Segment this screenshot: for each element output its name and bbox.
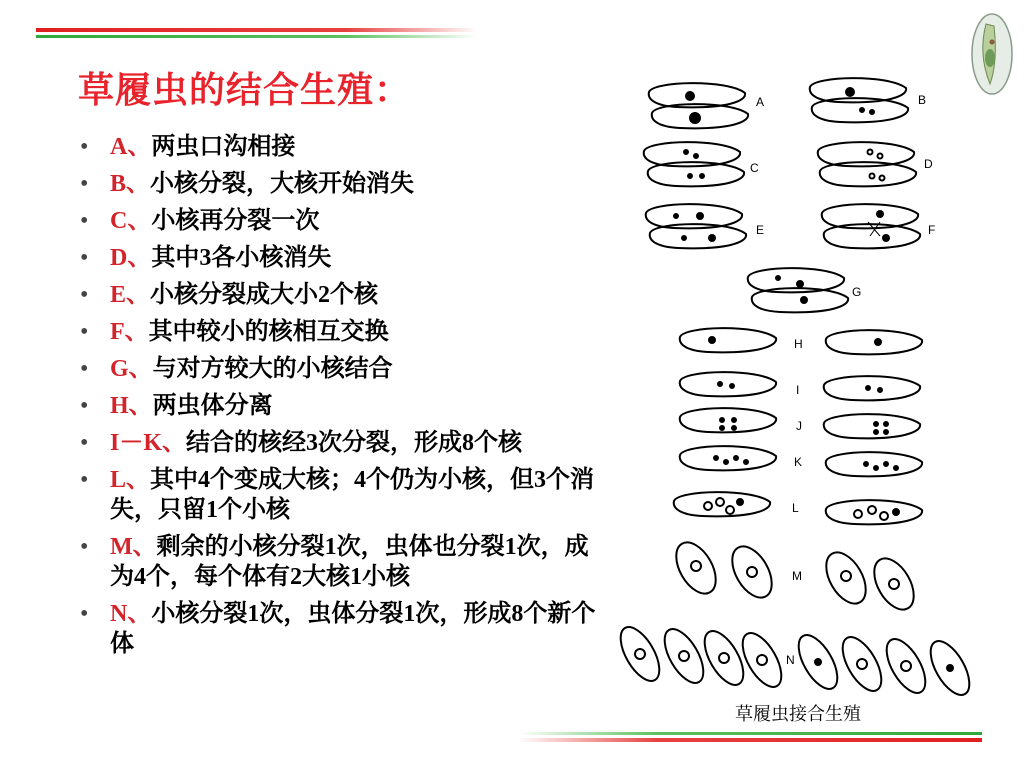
stage-c-cells — [644, 142, 744, 186]
bottom-red-line — [518, 738, 982, 742]
top-red-line — [36, 28, 478, 32]
stage-b-cells — [810, 78, 908, 122]
label-l: L — [792, 501, 799, 515]
label-j: J — [796, 419, 802, 433]
bottom-green-line — [518, 732, 982, 735]
label-i: I — [796, 383, 800, 397]
label-g: G — [852, 285, 862, 299]
list-item-h: • H、两虫体分离 — [80, 391, 610, 421]
list-item-d: • D、其中3各小核消失 — [80, 243, 610, 273]
list-item-i-k: • I－K、结合的核经3次分裂，形成8个核 — [80, 428, 610, 458]
list-item-m: • M、剩余的小核分裂1次，虫体也分裂1次，成为4个，每个体有2大核1小核 — [80, 532, 610, 592]
top-green-line — [36, 35, 478, 38]
label-a: A — [756, 95, 765, 109]
figure-caption: 草履虫接合生殖 — [735, 704, 861, 724]
list-item-f: • F、其中较小的核相互交换 — [80, 317, 610, 347]
list-item-a: • A、两虫口沟相接 — [80, 132, 610, 162]
label-h: H — [794, 337, 803, 351]
step-list — [80, 132, 610, 666]
conjugation-diagram — [610, 72, 995, 727]
list-item-e: • E、小核分裂成大小2个核 — [80, 280, 610, 310]
stage-n-cells — [613, 621, 977, 701]
list-item-g: • G、与对方较大的小核结合 — [80, 354, 610, 384]
bottom-decorative-rule — [518, 732, 982, 744]
label-m: M — [792, 569, 802, 583]
stage-f-cells — [822, 204, 920, 248]
top-decorative-rule — [36, 28, 478, 40]
stage-a-cells — [649, 83, 748, 128]
list-item-c: • C、小核再分裂一次 — [80, 206, 610, 236]
stage-g-cells — [748, 268, 848, 312]
page-title: 草履虫的结合生殖： — [78, 70, 412, 110]
label-f: F — [928, 223, 936, 237]
label-b: B — [918, 93, 927, 107]
stage-e-cells — [646, 204, 746, 248]
label-k: K — [794, 455, 803, 469]
label-c: C — [750, 161, 759, 175]
list-item-l: • L、其中4个变成大核；4个仍为小核，但3个消失，只留1个小核 — [80, 465, 610, 525]
label-n: N — [786, 653, 795, 667]
label-d: D — [924, 157, 933, 171]
stage-i-cells — [680, 372, 920, 400]
label-e: E — [756, 223, 765, 237]
list-item-n: • N、小核分裂1次，虫体分裂1次，形成8个新个体 — [80, 599, 610, 659]
stage-d-cells — [818, 142, 916, 186]
list-item-b: • B、小核分裂，大核开始消失 — [80, 169, 610, 199]
